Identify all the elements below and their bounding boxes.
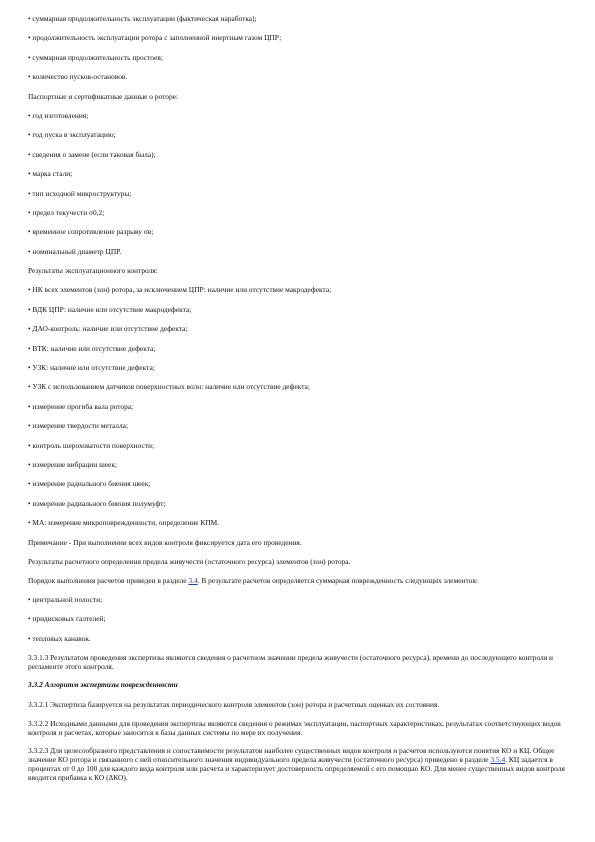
paragraph: • НК всех элементов (зон) ротора, за исключением ЦПР: наличие или отсутствие макродефекта; <box>28 285 332 295</box>
paragraph: • УЗК с использованием датчиков поверхностных волн: наличие или отсутствие дефекта; <box>28 382 310 392</box>
paragraph-text: . КЦ задается в процентах от 0 до 100 для каждого вида контроля или расчета и характеризует достоверность определяемой с его помощью КО. Для менее существенных видов контроля вводится прибавка к КО (ΔКО). <box>28 755 565 783</box>
paragraph: • суммарная продолжительность простоев; <box>28 52 163 62</box>
paragraph: • ВТК: наличие или отсутствие дефекта; <box>28 343 156 353</box>
paragraph: • измерение прогиба вала ротора; <box>28 401 134 411</box>
paragraph-text: Порядок выполнения расчетов приведен в разделе <box>28 576 189 586</box>
paragraph: Паспортные и сертификатные данные о роторе: <box>28 91 178 101</box>
paragraph: • центральной полости; <box>28 594 103 604</box>
section-link[interactable]: 3.5.4 <box>490 755 506 765</box>
paragraph <box>28 576 567 585</box>
paragraph: • марка стали; <box>28 169 73 179</box>
paragraph: Результаты расчетного определения предела живучести (остаточного ресурса) элементов (зон) ротора. <box>28 556 351 566</box>
paragraph: • продолжительность эксплуатации ротора с заполненной инертным газом ЦПР; <box>28 33 282 43</box>
paragraph: • год пуска в эксплуатацию; <box>28 130 116 140</box>
paragraph: 3.3.2.1 Экспертиза базируется на результатах периодического контроля элементов (зон) ротора и расчетных оценках их состояния. <box>28 699 440 709</box>
paragraph: Примечание - При выполнении всех видов контроля фиксируется дата его проведения. <box>28 537 302 547</box>
paragraph: • измерение радиального биения полумуфт; <box>28 498 166 508</box>
paragraph: • суммарная продолжительность эксплуатации (фактическая наработка); <box>28 14 257 23</box>
paragraph: • предел текучести σ0,2; <box>28 207 105 217</box>
paragraph: • ВДК ЦПР: наличие или отсутствие макродефекта; <box>28 304 192 314</box>
paragraph: • измерение твердости металла; <box>28 421 129 431</box>
paragraph: • МА: измерение микроповрежденности, определение КПМ. <box>28 518 220 528</box>
paragraph-text: . В результате расчетов определяется суммарная поврежденность следующих элементов: <box>197 576 478 586</box>
paragraph: • ДАО-контроль: наличие или отсутствие дефекта; <box>28 324 188 334</box>
paragraph: 3.3.2.2 Исходными данными для проведения экспертизы являются сведения о режимах эксплуатации, паспортных характеристиках, результатах соответствующих видов контроля и расчетах, которые заносятся в базы данных системы по мере их получения. <box>28 719 561 738</box>
paragraph: 3.3.1.3 Результатом проведения экспертизы являются сведения о расчетном значении предела живучести (остаточного ресурса), времени до последующего контроля и регламенте этого контроля. <box>28 652 553 671</box>
paragraph: • УЗК: наличие или отсутствие дефекта; <box>28 363 155 373</box>
paragraph: • год изготовления; <box>28 110 89 120</box>
paragraph: • измерение вибрации шеек; <box>28 459 117 469</box>
paragraph: 3.3.2 Алгоритм экспертизы поврежденности <box>28 680 178 690</box>
paragraph-text: 3.3.2.3 Для целесообразного представления и сопоставимости результатов наиболее существенных видов контроля и расчетов используются понятия КО и КЦ. Общее значение КО ротора и связанного с ней относительного значения индивидуального предела живучести (остаточного ресурса) приведено в разделе <box>28 746 555 765</box>
paragraph: • измерение радиального биения шеек; <box>28 479 151 489</box>
paragraph: • тепловых канавок. <box>28 633 91 643</box>
paragraph: • придисковых галтелей; <box>28 614 106 624</box>
paragraph: • количество пусков-остановов. <box>28 72 128 82</box>
paragraph: Результаты эксплуатационного контроля: <box>28 266 158 276</box>
paragraph: • сведения о замене (если таковая была); <box>28 149 156 159</box>
section-link[interactable]: 3.4 <box>188 576 198 586</box>
paragraph: • временное сопротивление разрыву σв; <box>28 227 154 237</box>
paragraph <box>28 746 567 782</box>
paragraph: • тип исходной микроструктуры; <box>28 188 132 198</box>
paragraph: • номинальный диаметр ЦПР. <box>28 246 122 256</box>
paragraph: • контроль шероховатости поверхности; <box>28 440 155 450</box>
